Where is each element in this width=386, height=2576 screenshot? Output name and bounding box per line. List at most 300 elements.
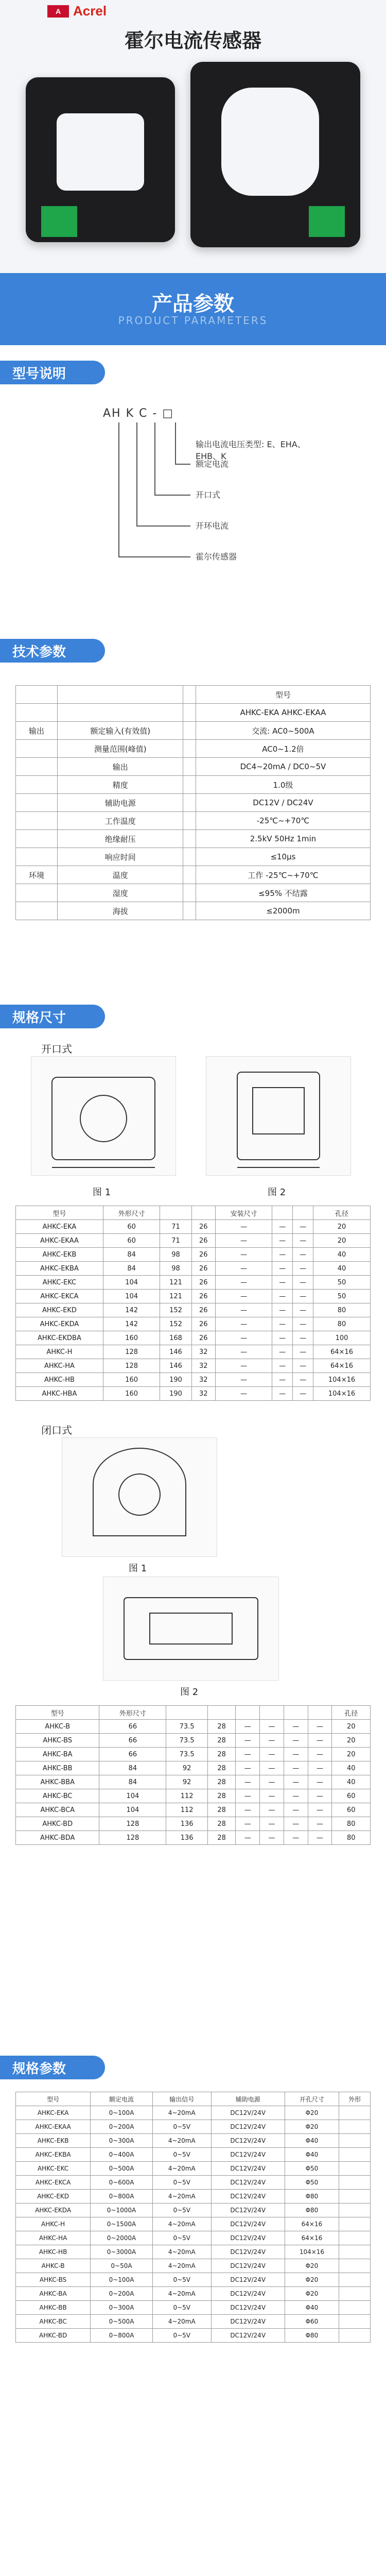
table-cell: 0~500A <box>91 2162 153 2176</box>
table-row <box>16 2273 371 2287</box>
table-cell: 92 <box>166 1761 208 1775</box>
table-cell: DC12V/24V <box>211 2287 285 2301</box>
table-cell: 4~20mA <box>152 2245 211 2259</box>
table-cell: 142 <box>103 1317 160 1331</box>
table-cell: — <box>236 1775 260 1789</box>
table-row <box>16 2162 371 2176</box>
table-cell: 26 <box>191 1248 215 1262</box>
table-cell <box>339 2190 371 2204</box>
brand-logo <box>47 3 107 19</box>
table-cell: — <box>236 1831 260 1845</box>
dimension-table-open <box>15 1206 371 1401</box>
table-cell: 71 <box>160 1220 191 1234</box>
table-cell: 98 <box>160 1262 191 1276</box>
table-cell: — <box>260 1734 284 1748</box>
table-cell: DC12V/24V <box>211 2273 285 2287</box>
table-cell: -25℃~+70℃ <box>196 812 370 830</box>
table-cell: — <box>284 1775 308 1789</box>
table-row <box>16 2217 371 2231</box>
table-cell: 精度 <box>58 776 183 794</box>
table-cell: 66 <box>99 1720 166 1734</box>
table-header-cell <box>236 1706 260 1720</box>
table-cell: 湿度 <box>58 884 183 902</box>
table-cell: — <box>215 1303 272 1317</box>
table-cell: AHKC-B <box>16 1720 99 1734</box>
figure-caption: 图 2 <box>180 1687 199 1698</box>
table-cell <box>16 884 58 902</box>
table-row <box>16 1331 371 1345</box>
table-cell: 工作温度 <box>58 812 183 830</box>
table-cell: AHKC-HB <box>16 2245 91 2259</box>
table-row <box>16 2120 371 2134</box>
table-header-cell: 开孔尺寸 <box>285 2092 339 2106</box>
table-cell: 2.5kV 50Hz 1min <box>196 830 370 848</box>
table-cell: 128 <box>103 1359 160 1373</box>
table-row <box>16 1248 371 1262</box>
table-header-cell <box>308 1706 332 1720</box>
table-row <box>16 2190 371 2204</box>
table-cell: 64×16 <box>285 2231 339 2245</box>
table-cell: — <box>272 1373 293 1387</box>
table-cell: 80 <box>313 1317 371 1331</box>
table-cell: ≤2000m <box>196 902 370 920</box>
table-cell: 测量范围(峰值) <box>58 740 183 758</box>
sensor-image-right <box>190 62 360 247</box>
table-cell: 160 <box>103 1331 160 1345</box>
open-type-drawing-2 <box>206 1056 351 1176</box>
brand-name: Acrel <box>73 3 107 19</box>
table-cell: — <box>260 1761 284 1775</box>
table-cell: — <box>293 1387 313 1401</box>
table-cell: — <box>293 1373 313 1387</box>
table-cell: 0~1000A <box>91 2204 153 2217</box>
logo-mark-icon: A <box>47 5 69 18</box>
table-header-cell: 辅助电源 <box>211 2092 285 2106</box>
table-row <box>16 740 371 758</box>
table-cell: 20 <box>313 1220 371 1234</box>
table-cell: — <box>215 1387 272 1401</box>
table-cell <box>16 902 58 920</box>
table-cell: — <box>308 1761 332 1775</box>
table-cell <box>16 758 58 776</box>
table-row <box>16 812 371 830</box>
table-cell: AHKC-EKA AHKC-EKAA <box>196 704 370 722</box>
table-cell: 136 <box>166 1817 208 1831</box>
table-cell: AHKC-EKAA <box>16 2120 91 2134</box>
table-cell <box>339 2287 371 2301</box>
table-cell: AHKC-HBA <box>16 1387 103 1401</box>
table-cell: 73.5 <box>166 1720 208 1734</box>
table-cell: DC12V/24V <box>211 2259 285 2273</box>
table-cell: — <box>272 1359 293 1373</box>
product-title: 霍尔电流传感器 <box>124 29 261 52</box>
table-row <box>16 2245 371 2259</box>
table-cell: 60 <box>332 1803 371 1817</box>
table-cell <box>339 2301 371 2315</box>
table-cell: — <box>284 1789 308 1803</box>
table-cell: 104×16 <box>285 2245 339 2259</box>
table-cell: — <box>215 1373 272 1387</box>
table-cell: — <box>308 1734 332 1748</box>
table-cell: DC12V/24V <box>211 2204 285 2217</box>
closed-type-drawing-2 <box>103 1577 279 1681</box>
table-cell: — <box>236 1734 260 1748</box>
table-cell: 112 <box>166 1803 208 1817</box>
figure-caption: 图 1 <box>129 1563 147 1574</box>
table-cell: 环境 <box>16 866 58 884</box>
table-cell: AHKC-BC <box>16 2315 91 2329</box>
table-cell: 66 <box>99 1734 166 1748</box>
table-cell: DC12V/24V <box>211 2301 285 2315</box>
table-cell: 4~20mA <box>152 2287 211 2301</box>
table-cell: DC12V / DC24V <box>196 794 370 812</box>
table-cell: — <box>260 1775 284 1789</box>
table-cell: — <box>284 1761 308 1775</box>
table-cell: AHKC-H <box>16 2217 91 2231</box>
table-cell <box>339 2273 371 2287</box>
table-cell <box>339 2315 371 2329</box>
table-cell <box>339 2134 371 2148</box>
table-cell <box>183 902 196 920</box>
table-cell: 辅助电源 <box>58 794 183 812</box>
product-photo <box>21 57 365 258</box>
table-cell: AHKC-BS <box>16 1734 99 1748</box>
table-header-cell: 型号 <box>16 2092 91 2106</box>
table-cell: AHKC-BC <box>16 1789 99 1803</box>
table-header-cell: 额定电流 <box>91 2092 153 2106</box>
table-row <box>16 2134 371 2148</box>
table-cell: 160 <box>103 1387 160 1401</box>
table-cell: AHKC-BD <box>16 1817 99 1831</box>
table-cell: 0~5V <box>152 2148 211 2162</box>
open-type-label: 开口式 <box>41 1043 72 1055</box>
table-row <box>16 1775 371 1789</box>
table-cell: — <box>293 1248 313 1262</box>
table-cell: 0~800A <box>91 2329 153 2343</box>
table-cell: AHKC-BA <box>16 2287 91 2301</box>
table-cell: 104 <box>103 1290 160 1303</box>
spec-parameter-table <box>15 2092 371 2343</box>
table-cell <box>16 740 58 758</box>
section-tech-label: 技术参数 <box>0 639 105 663</box>
table-cell <box>58 704 183 722</box>
table-cell: 84 <box>99 1761 166 1775</box>
table-cell <box>16 776 58 794</box>
table-cell: 104 <box>103 1276 160 1290</box>
table-cell: 26 <box>191 1234 215 1248</box>
table-cell: Φ20 <box>285 2273 339 2287</box>
table-cell: — <box>284 1720 308 1734</box>
table-cell: — <box>260 1831 284 1845</box>
table-cell: 73.5 <box>166 1748 208 1761</box>
table-cell: — <box>215 1331 272 1345</box>
table-cell: — <box>293 1262 313 1276</box>
table-cell: AHKC-EKDA <box>16 2204 91 2217</box>
table-cell: 80 <box>313 1303 371 1317</box>
table-cell: 28 <box>207 1817 235 1831</box>
table-cell: 84 <box>103 1248 160 1262</box>
table-cell: 92 <box>166 1775 208 1789</box>
table-cell: — <box>308 1831 332 1845</box>
table-row <box>16 722 371 740</box>
table-cell: 128 <box>103 1345 160 1359</box>
table-cell: Φ20 <box>285 2287 339 2301</box>
table-cell: 60 <box>103 1234 160 1248</box>
table-cell <box>339 2231 371 2245</box>
table-row <box>16 1359 371 1373</box>
table-cell: 104×16 <box>313 1387 371 1401</box>
table-header-cell: 外形尺寸 <box>99 1706 166 1720</box>
table-cell: 32 <box>191 1345 215 1359</box>
tech-spec-table <box>15 685 371 920</box>
closed-type-drawing-1 <box>62 1437 217 1557</box>
table-cell: DC12V/24V <box>211 2315 285 2329</box>
table-cell: 160 <box>103 1373 160 1387</box>
table-cell: — <box>293 1234 313 1248</box>
table-cell: — <box>215 1262 272 1276</box>
table-cell: 104 <box>99 1803 166 1817</box>
table-cell: 50 <box>313 1276 371 1290</box>
table-cell <box>58 686 183 704</box>
table-cell <box>183 884 196 902</box>
table-cell <box>183 776 196 794</box>
table-cell: 80 <box>332 1817 371 1831</box>
product-banner <box>0 0 386 273</box>
table-cell: DC12V/24V <box>211 2329 285 2343</box>
table-row <box>16 2148 371 2162</box>
table-cell: 142 <box>103 1303 160 1317</box>
table-row <box>16 2329 371 2343</box>
table-cell: Φ40 <box>285 2301 339 2315</box>
table-cell: — <box>293 1220 313 1234</box>
table-cell: 71 <box>160 1234 191 1248</box>
table-cell: 152 <box>160 1317 191 1331</box>
table-cell: 64×16 <box>313 1345 371 1359</box>
table-cell <box>183 722 196 740</box>
table-cell: 60 <box>103 1220 160 1234</box>
table-cell: 64×16 <box>313 1359 371 1373</box>
table-cell: 26 <box>191 1290 215 1303</box>
table-header-cell: 型号 <box>16 1206 103 1220</box>
table-header-cell <box>293 1206 313 1220</box>
table-cell: — <box>284 1803 308 1817</box>
figure-caption: 图 1 <box>93 1187 111 1198</box>
table-cell: — <box>272 1248 293 1262</box>
table-cell <box>339 2176 371 2190</box>
table-cell: AHKC-EKA <box>16 1220 103 1234</box>
table-cell: 28 <box>207 1803 235 1817</box>
table-cell: 1.0级 <box>196 776 370 794</box>
table-cell: 128 <box>99 1831 166 1845</box>
table-row <box>16 1303 371 1317</box>
table-row <box>16 1831 371 1845</box>
model-item: 霍尔传感器 <box>196 552 237 562</box>
table-cell: 64×16 <box>285 2217 339 2231</box>
table-cell: 0~5V <box>152 2301 211 2315</box>
table-cell: — <box>293 1317 313 1331</box>
table-cell: Φ20 <box>285 2120 339 2134</box>
table-cell: Φ80 <box>285 2329 339 2343</box>
table-cell: 工作 -25℃~+70℃ <box>196 866 370 884</box>
table-row <box>16 2315 371 2329</box>
table-cell: AHKC-EKC <box>16 1276 103 1290</box>
table-row <box>16 1234 371 1248</box>
table-cell: 4~20mA <box>152 2106 211 2120</box>
table-cell <box>183 812 196 830</box>
table-cell: 84 <box>99 1775 166 1789</box>
table-row <box>16 884 371 902</box>
table-cell: — <box>272 1276 293 1290</box>
table-cell: DC4~20mA / DC0~5V <box>196 758 370 776</box>
params-header-band <box>0 273 386 345</box>
table-cell: 121 <box>160 1290 191 1303</box>
table-cell: AC0~1.2倍 <box>196 740 370 758</box>
table-cell: Φ40 <box>285 2134 339 2148</box>
table-cell: 100 <box>313 1331 371 1345</box>
table-cell: 28 <box>207 1734 235 1748</box>
table-row <box>16 1789 371 1803</box>
table-cell: 响应时间 <box>58 848 183 866</box>
table-cell: — <box>272 1331 293 1345</box>
table-cell: — <box>284 1734 308 1748</box>
table-row <box>16 776 371 794</box>
table-cell: AHKC-BA <box>16 1748 99 1761</box>
table-cell: — <box>236 1720 260 1734</box>
table-cell <box>16 704 58 722</box>
table-cell: 20 <box>332 1748 371 1761</box>
table-cell: — <box>260 1817 284 1831</box>
table-cell: 146 <box>160 1359 191 1373</box>
table-cell: 190 <box>160 1387 191 1401</box>
table-cell: 型号 <box>196 686 370 704</box>
table-cell: 28 <box>207 1748 235 1761</box>
table-cell: 84 <box>103 1262 160 1276</box>
table-cell: 121 <box>160 1276 191 1290</box>
table-cell: 40 <box>313 1262 371 1276</box>
figure-caption: 图 2 <box>268 1187 286 1198</box>
table-cell: 73.5 <box>166 1734 208 1748</box>
table-cell: — <box>308 1803 332 1817</box>
table-cell <box>339 2148 371 2162</box>
table-cell <box>183 758 196 776</box>
table-cell: 26 <box>191 1276 215 1290</box>
table-cell: 0~100A <box>91 2106 153 2120</box>
table-cell: 0~500A <box>91 2315 153 2329</box>
table-cell: AHKC-HB <box>16 1373 103 1387</box>
table-cell: 绝缘耐压 <box>58 830 183 848</box>
table-cell: — <box>215 1359 272 1373</box>
table-row <box>16 686 371 704</box>
table-cell <box>16 686 58 704</box>
table-cell: 0~600A <box>91 2176 153 2190</box>
table-cell: AHKC-EKBA <box>16 2148 91 2162</box>
sensor-image-left <box>26 77 175 242</box>
table-cell: Φ20 <box>285 2106 339 2120</box>
table-header-cell <box>207 1706 235 1720</box>
table-cell: 20 <box>332 1734 371 1748</box>
model-code: AH K C - □ <box>103 407 174 420</box>
table-cell <box>16 794 58 812</box>
table-cell: 28 <box>207 1831 235 1845</box>
table-cell: AHKC-EKCA <box>16 1290 103 1303</box>
table-row <box>16 1262 371 1276</box>
table-cell: 60 <box>332 1789 371 1803</box>
section-size-label: 规格尺寸 <box>0 1005 105 1028</box>
table-cell: 40 <box>313 1248 371 1262</box>
table-header-cell <box>272 1206 293 1220</box>
table-cell: 输出 <box>16 722 58 740</box>
table-cell: Φ20 <box>285 2259 339 2273</box>
table-cell: 0~2000A <box>91 2231 153 2245</box>
table-row <box>16 2176 371 2190</box>
table-cell: 0~300A <box>91 2301 153 2315</box>
table-cell: AHKC-EKC <box>16 2162 91 2176</box>
table-cell: 26 <box>191 1317 215 1331</box>
table-cell: 0~1500A <box>91 2217 153 2231</box>
table-header-row <box>16 1206 371 1220</box>
table-cell: — <box>236 1761 260 1775</box>
table-header-cell: 孔径 <box>332 1706 371 1720</box>
table-cell: 28 <box>207 1775 235 1789</box>
table-cell: AHKC-BB <box>16 2301 91 2315</box>
table-header-cell <box>284 1706 308 1720</box>
table-cell: AHKC-H <box>16 1345 103 1359</box>
table-cell <box>183 686 196 704</box>
table-cell: 66 <box>99 1748 166 1761</box>
table-row <box>16 1290 371 1303</box>
table-row <box>16 2204 371 2217</box>
table-cell: AHKC-EKBA <box>16 1262 103 1276</box>
params-title: 产品参数 <box>152 292 234 316</box>
model-output-hint: 输出电流电压类型: E、EHA、EHB、K <box>196 439 306 461</box>
table-cell: — <box>215 1220 272 1234</box>
table-cell: — <box>272 1303 293 1317</box>
table-cell: 104×16 <box>313 1373 371 1387</box>
table-cell: 0~400A <box>91 2148 153 2162</box>
table-cell: AHKC-EKB <box>16 2134 91 2148</box>
table-header-row <box>16 1706 371 1720</box>
table-cell: 4~20mA <box>152 2259 211 2273</box>
table-cell: Φ80 <box>285 2190 339 2204</box>
table-cell: 4~20mA <box>152 2315 211 2329</box>
table-cell: 0~5V <box>152 2273 211 2287</box>
table-cell: 168 <box>160 1331 191 1345</box>
table-header-cell <box>166 1706 208 1720</box>
table-row <box>16 1317 371 1331</box>
table-cell: 32 <box>191 1373 215 1387</box>
table-row <box>16 1748 371 1761</box>
table-cell: AHKC-B <box>16 2259 91 2273</box>
table-cell: — <box>284 1817 308 1831</box>
table-cell: 0~100A <box>91 2273 153 2287</box>
table-cell: AHKC-BDA <box>16 1831 99 1845</box>
table-cell <box>339 2162 371 2176</box>
table-row <box>16 1720 371 1734</box>
table-cell: 海拔 <box>58 902 183 920</box>
table-cell: AHKC-EKA <box>16 2106 91 2120</box>
table-cell: DC12V/24V <box>211 2231 285 2245</box>
table-cell: 104 <box>99 1789 166 1803</box>
table-cell: ≤10μs <box>196 848 370 866</box>
table-cell: 0~3000A <box>91 2245 153 2259</box>
table-cell: — <box>293 1345 313 1359</box>
table-cell: 0~5V <box>152 2231 211 2245</box>
table-cell: DC12V/24V <box>211 2106 285 2120</box>
table-cell: 4~20mA <box>152 2190 211 2204</box>
table-cell: — <box>272 1290 293 1303</box>
table-cell: 4~20mA <box>152 2134 211 2148</box>
table-cell: 温度 <box>58 866 183 884</box>
